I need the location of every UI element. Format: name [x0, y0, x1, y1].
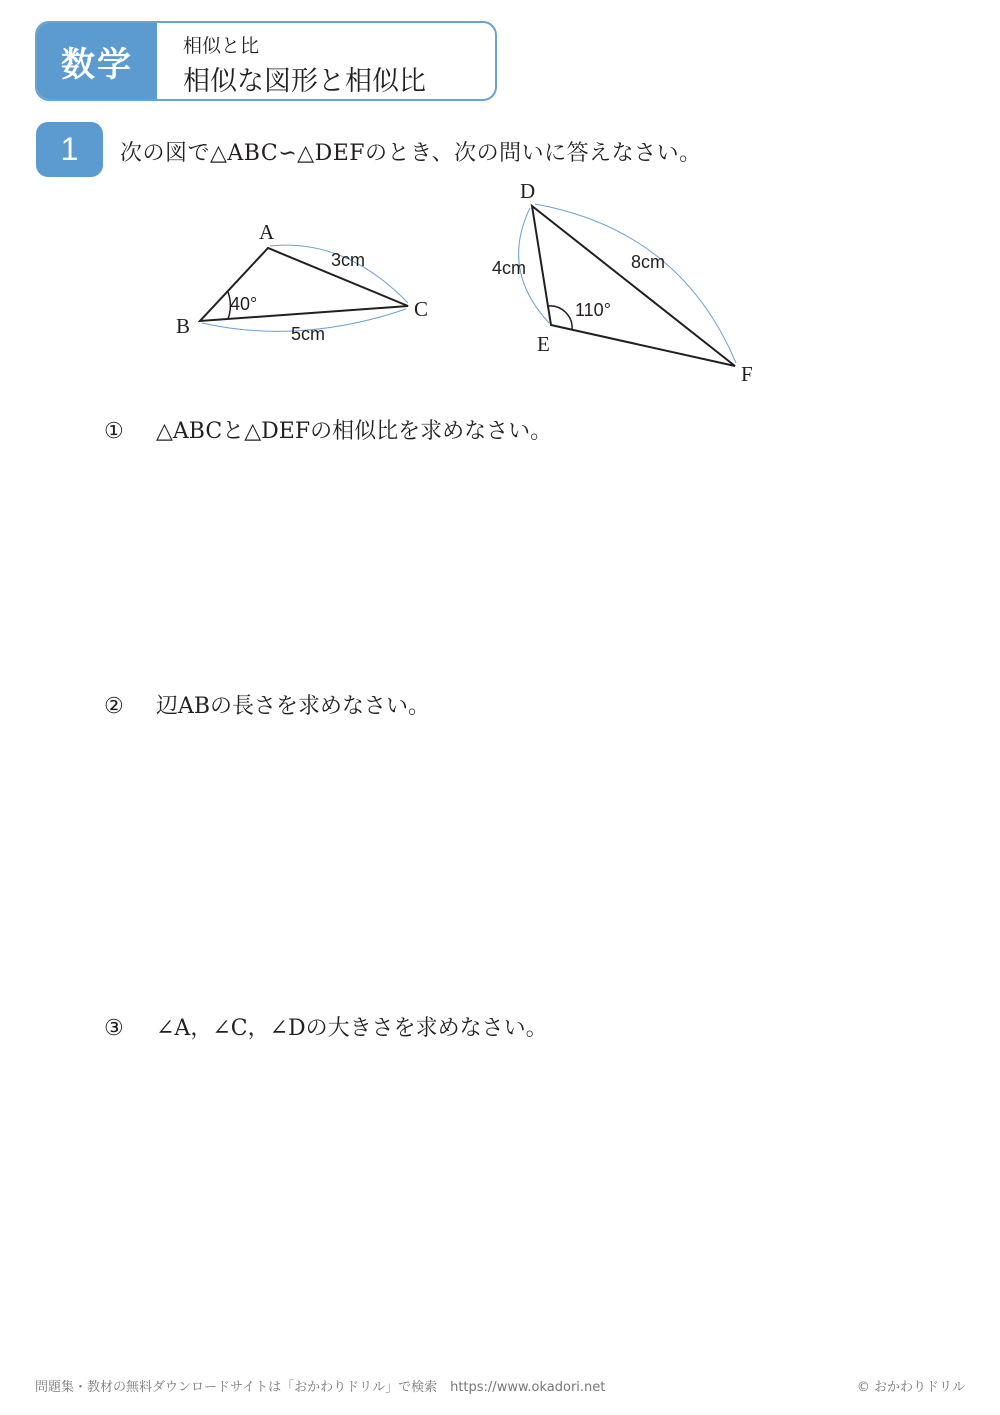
- footer-site-note: 問題集・教材の無料ダウンロードサイトは「おかわりドリル」で検索 https://www.okadori.net: [35, 1380, 606, 1395]
- side-df-arc: [535, 204, 736, 363]
- problem-prompt: 次の図で△ABC∽△DEFのとき、次の問いに答えなさい。: [120, 141, 702, 166]
- angle-e-value: 110°: [575, 300, 611, 320]
- triangles-figure: [0, 0, 1000, 400]
- problem-number-badge: 1: [36, 122, 103, 177]
- question-2-number: ②: [104, 694, 124, 719]
- side-de-length: 4cm: [492, 258, 527, 278]
- question-3-number: ③: [104, 1016, 124, 1041]
- vertex-a-label: A: [259, 220, 275, 244]
- worksheet-title: 相似な図形と相似比: [183, 66, 426, 97]
- subject-badge: 数学: [37, 23, 157, 99]
- question-1: [104, 414, 552, 445]
- triangle-def: [532, 206, 735, 366]
- question-1-number: ①: [104, 419, 124, 444]
- footer-copyright: © おかわりドリル: [856, 1380, 965, 1395]
- side-ac-length: 3cm: [331, 250, 366, 270]
- vertex-e-label: E: [537, 332, 550, 356]
- question-3: [104, 1011, 548, 1042]
- unit-label: 相似と比: [183, 35, 260, 57]
- angle-b-value: 40°: [230, 294, 258, 314]
- vertex-f-label: F: [741, 362, 753, 386]
- vertex-d-label: D: [520, 179, 536, 203]
- question-3-text: ∠A，∠C，∠Dの大きさを求めなさい。: [156, 1016, 548, 1041]
- question-2: [104, 689, 430, 720]
- side-bc-length: 5cm: [291, 324, 326, 344]
- vertex-b-label: B: [176, 314, 191, 338]
- vertex-c-label: C: [414, 297, 429, 321]
- question-2-text: 辺ABの長さを求めなさい。: [156, 694, 431, 719]
- question-1-text: △ABCと△DEFの相似比を求めなさい。: [156, 419, 553, 444]
- side-df-length: 8cm: [631, 252, 666, 272]
